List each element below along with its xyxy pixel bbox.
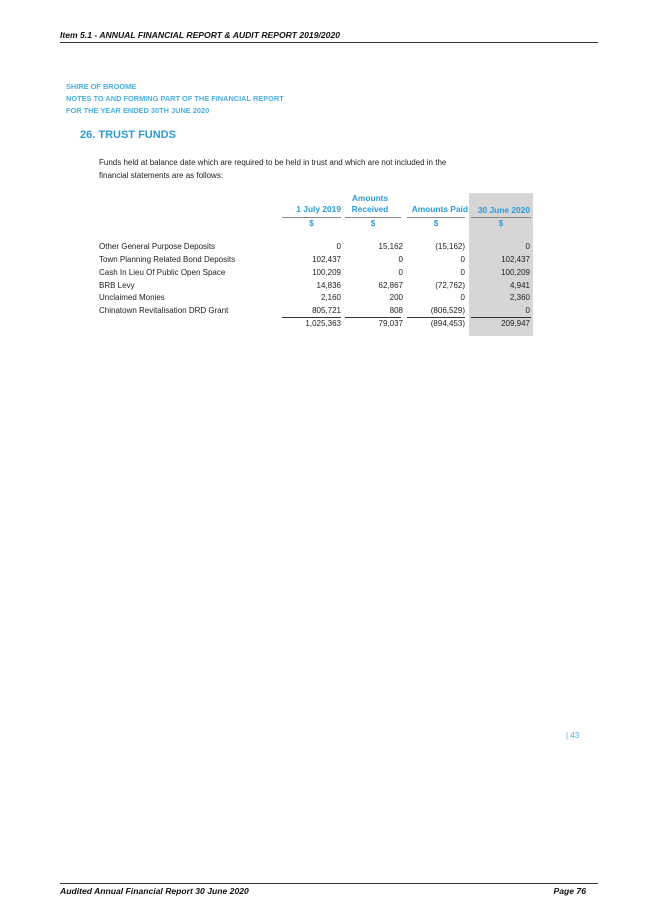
cell-1-july-2019: 100,209 (312, 268, 341, 277)
cell-1-july-2019: 14,836 (316, 281, 341, 290)
intro-line-2: financial statements are as follows: (99, 171, 224, 180)
cell-paid: 0 (460, 268, 465, 277)
table-row (98, 292, 534, 304)
footer-page-number: Page 76 (553, 886, 586, 896)
table-row (98, 267, 534, 279)
org-name: SHIRE OF BROOME (66, 82, 137, 91)
page-footer (60, 883, 598, 896)
table-row (98, 254, 534, 266)
total-1-july-2019: 1,025,363 (305, 319, 341, 328)
total-paid: (894,453) (430, 319, 465, 328)
org-period: FOR THE YEAR ENDED 30TH JUNE 2020 (66, 106, 210, 116)
cell-paid: 0 (460, 293, 465, 302)
cell-30-june-2020: 0 (525, 306, 530, 315)
totals-row (98, 318, 534, 330)
cell-30-june-2020: 2,360 (509, 293, 530, 302)
page-header (60, 30, 598, 43)
header-title: Item 5.1 - ANNUAL FINANCIAL REPORT & AUDIT REPORT 2019/2020 (60, 30, 340, 40)
cell-paid: 0 (460, 255, 465, 264)
cell-30-june-2020: 100,209 (501, 268, 530, 277)
col-unit-2: $ (345, 217, 401, 230)
section-intro (99, 156, 519, 182)
col-header-30-june-2020: 30 June 2020 (477, 205, 530, 215)
table-row (98, 305, 534, 317)
trust-funds-table (98, 193, 534, 336)
row-label: Unclaimed Monies (99, 293, 165, 302)
cell-received: 15,162 (378, 242, 403, 251)
cell-received: 200 (389, 293, 403, 302)
row-label: Other General Purpose Deposits (99, 242, 216, 251)
cell-1-july-2019: 2,160 (320, 293, 341, 302)
cell-30-june-2020: 0 (525, 242, 530, 251)
col-header-1-july-2019: 1 July 2019 (296, 204, 341, 214)
cell-paid: (72,762) (435, 281, 465, 290)
col-unit-4: $ (471, 217, 531, 230)
table-row (98, 241, 534, 253)
page-marker: | 43 (566, 731, 580, 740)
row-label: Town Planning Related Bond Deposits (99, 255, 236, 264)
cell-received: 0 (398, 268, 403, 277)
total-30-june-2020: 209,947 (501, 319, 530, 328)
cell-1-july-2019: 0 (336, 242, 341, 251)
section-title: 26. TRUST FUNDS (80, 129, 176, 141)
row-label: Chinatown Revitalisation DRD Grant (99, 306, 229, 315)
cell-1-july-2019: 102,437 (312, 255, 341, 264)
org-subtitle: NOTES TO AND FORMING PART OF THE FINANCIAL REPORT (66, 94, 284, 104)
table-row (98, 280, 534, 292)
cell-paid: (15,162) (435, 242, 465, 251)
cell-30-june-2020: 4,941 (509, 281, 530, 290)
row-label: BRB Levy (99, 281, 135, 290)
cell-1-july-2019: 805,721 (312, 306, 341, 315)
col-unit-1: $ (282, 217, 341, 230)
col-unit-3: $ (407, 217, 465, 230)
row-label: Cash In Lieu Of Public Open Space (99, 268, 226, 277)
col-header-received: Received (351, 204, 389, 214)
org-heading (66, 81, 284, 118)
cell-received: 62,867 (378, 281, 403, 290)
col-header-amounts-paid: Amounts Paid (411, 204, 468, 214)
cell-received: 808 (389, 306, 403, 315)
total-received: 79,037 (378, 319, 403, 328)
intro-line-1: Funds held at balance date which are required to be held in trust and which are not included in the (99, 158, 447, 167)
cell-30-june-2020: 102,437 (501, 255, 530, 264)
footer-title: Audited Annual Financial Report 30 June 2020 (60, 886, 249, 896)
cell-received: 0 (398, 255, 403, 264)
col-header-amounts: Amounts (351, 193, 389, 203)
cell-paid: (806,529) (430, 306, 465, 315)
